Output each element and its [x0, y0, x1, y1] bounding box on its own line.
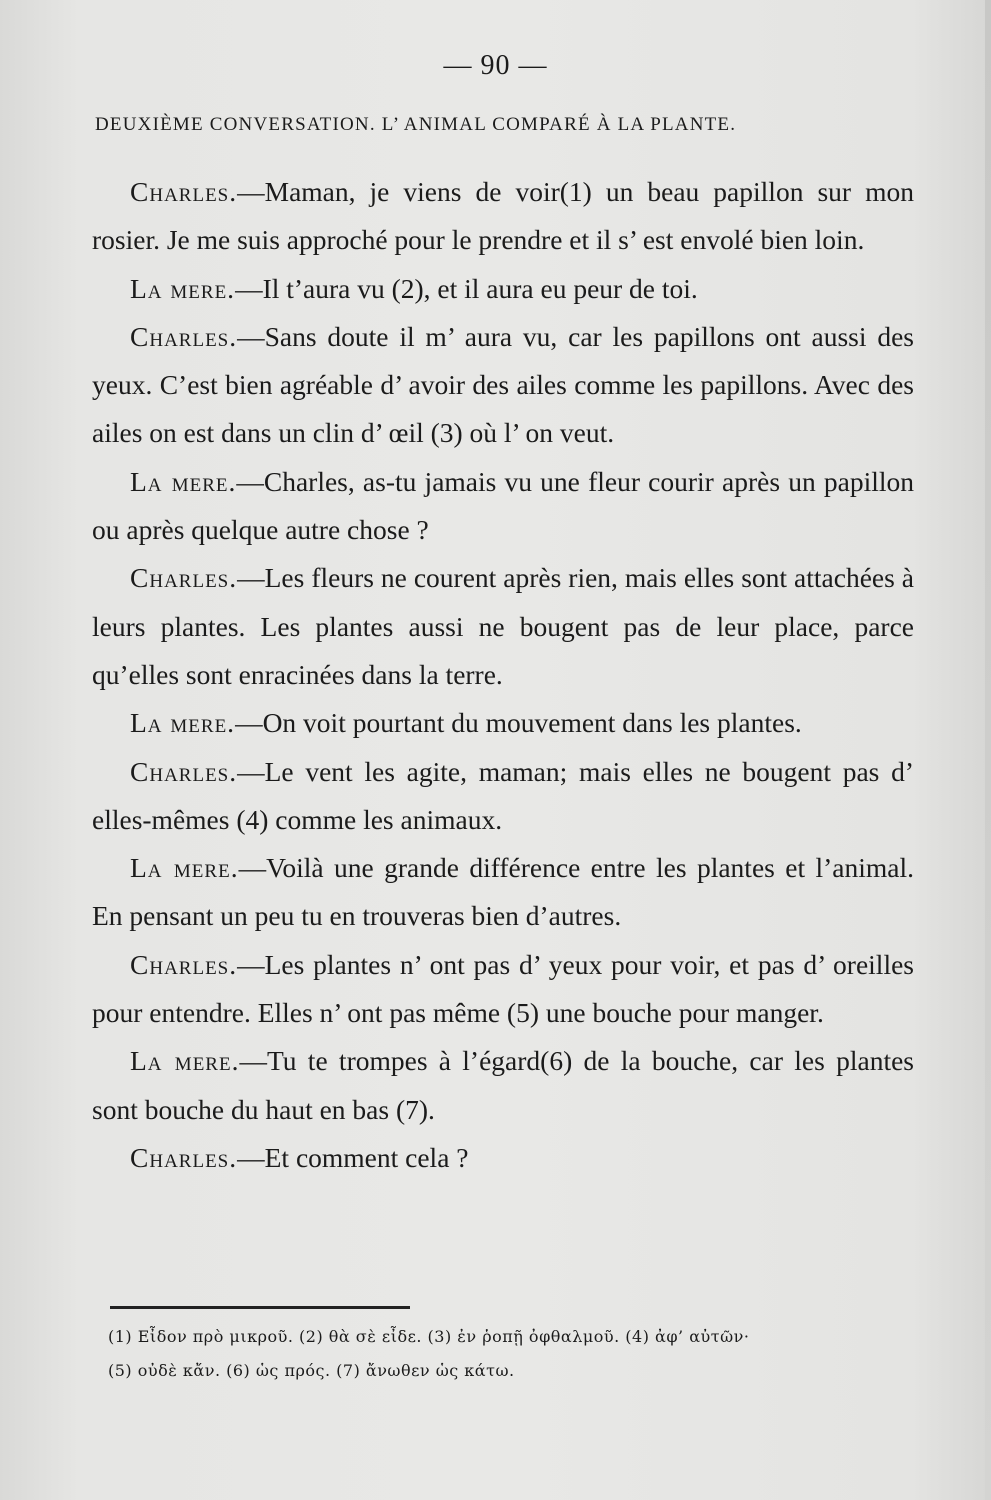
speaker-name: Charles. — [130, 755, 238, 787]
footnote-line: (5) οὐδὲ κἄν. (6) ὡς πρός. (7) ἄνωθεν ὡς κάτω. — [108, 1361, 515, 1380]
page-edge-shadow — [985, 0, 991, 1500]
dialogue-paragraph — [92, 168, 914, 265]
dialogue-text: —Sans doute il m’ aura vu, car les papillons ont aussi des yeux. C’est bien agréable d’ avoir des ailes comme les papillons. Avec des ailes on est dans un clin d’ œil (3) où l’ on veut. — [92, 320, 914, 449]
speaker-name: Charles. — [130, 320, 238, 352]
footnote-divider — [110, 1306, 410, 1309]
speaker-name: La mere. — [130, 465, 237, 497]
dialogue-text: —Voilà une grande différence entre les plantes et l’animal. En pensant un peu tu en trouveras bien d’autres. — [92, 852, 914, 932]
speaker-name: Charles. — [130, 562, 238, 594]
dialogue-text: —Et comment cela ? — [237, 1141, 469, 1173]
dialogue-text: —Les fleurs ne courent après rien, mais elles sont attachées à leurs plantes. Les plantes aussi ne bougent pas de leur place, parce qu’elles sont enracinées dans la terre. — [92, 562, 914, 690]
dialogue-text: —Il t’aura vu (2), et il aura eu peur de toi. — [235, 272, 698, 304]
footnote-line: (1) Εἶδον πρὸ μικροῦ. (2) θὰ σὲ εἶδε. (3) ἐν ῥοπῇ ὀφθαλμοῦ. (4) ἀφ’ αὐτῶν· — [108, 1327, 750, 1346]
dialogue-text: —Charles, as-tu jamais vu une fleur courir après un papillon ou après quelque autre chose ? — [92, 465, 914, 546]
dialogue-paragraph — [92, 699, 914, 747]
dialogue-paragraph — [92, 1134, 914, 1182]
dialogue-paragraph — [92, 265, 914, 313]
speaker-name: La mere. — [130, 852, 239, 884]
speaker-name: Charles. — [130, 948, 238, 980]
chapter-heading: DEUXIÈME CONVERSATION. L’ ANIMAL COMPARÉ À LA PLANTE. — [95, 114, 737, 135]
page-number: — 90 — — [443, 50, 548, 81]
dialogue-paragraph — [92, 458, 914, 555]
dialogue-paragraph — [92, 554, 914, 699]
dialogue-paragraph — [92, 1037, 914, 1134]
speaker-name: La mere. — [130, 1045, 240, 1077]
dialogue-paragraph — [92, 844, 914, 941]
dialogue-paragraph — [92, 313, 914, 458]
speaker-name: La mere. — [130, 272, 236, 304]
dialogue-text: —Maman, je viens de voir(1) un beau papillon sur mon rosier. Je me suis approché pour le prendre et il s’ est envolé bien loin. — [92, 176, 914, 256]
dialogue-body — [92, 168, 914, 1182]
dialogue-text: —Le vent les agite, maman; mais elles ne bougent pas d’ elles-mêmes (4) comme les animaux. — [92, 755, 914, 835]
speaker-name: Charles. — [130, 1141, 238, 1173]
dialogue-text: —Tu te trompes à l’égard(6) de la bouche, car les plantes sont bouche du haut en bas (7). — [92, 1045, 914, 1125]
speaker-name: La mere. — [130, 707, 236, 739]
dialogue-text: —Les plantes n’ ont pas d’ yeux pour voir, et pas d’ oreilles pour entendre. Elles n’ ont pas même (5) une bouche pour manger. — [92, 948, 914, 1029]
dialogue-paragraph — [92, 941, 914, 1038]
dialogue-paragraph — [92, 748, 914, 845]
speaker-name: Charles. — [130, 176, 238, 207]
dialogue-text: —On voit pourtant du mouvement dans les plantes. — [235, 707, 802, 739]
footnotes — [108, 1320, 928, 1388]
